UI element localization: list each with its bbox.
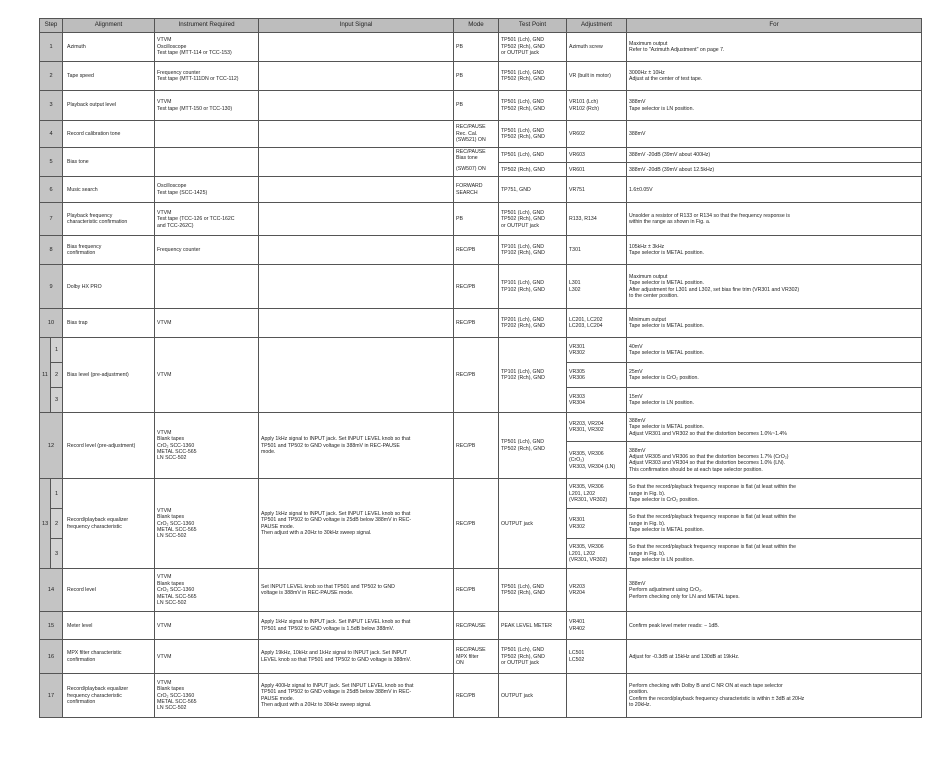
- for-cell: 40mV Tape selector is METAL position.: [627, 338, 922, 363]
- sub-step-number: 2: [51, 363, 63, 388]
- alignment-cell: Record calibration tone: [63, 121, 155, 148]
- input-signal-cell: [259, 265, 454, 309]
- table-row: [40, 91, 922, 121]
- for-cell: Perform checking with Dolby B and C NR ON at each tape selector position. Confirm the record/playback frequency characteristic is within ± 3dB at 20Hz to 20kHz.: [627, 674, 922, 718]
- table-row: [40, 413, 922, 442]
- header-alignment: Alignment: [63, 19, 155, 33]
- sub-step-number: 1: [51, 479, 63, 509]
- test-point-cell: PEAK LEVEL METER: [499, 612, 567, 640]
- test-point-cell: TP101 (Lch), GND TP102 (Rch), GND: [499, 338, 567, 413]
- sub-step-number: 2: [51, 509, 63, 539]
- instrument-cell: VTVM: [155, 338, 259, 413]
- table-row: [40, 569, 922, 612]
- header-step: Step: [40, 19, 63, 33]
- step-number: 7: [40, 203, 63, 236]
- input-signal-cell: Apply 1kHz signal to INPUT jack. Set INPUT LEVEL knob so that TP501 and TP502 to GND voltage is 388mV in REC-PAUSE mode.: [259, 413, 454, 479]
- step-number: 5: [40, 148, 63, 177]
- for-cell: Unsolder a resistor of R133 or R134 so that the frequency response is within the range as shown in Fig. a.: [627, 203, 922, 236]
- header-mode: Mode: [454, 19, 499, 33]
- test-point-cell: OUTPUT jack: [499, 674, 567, 718]
- mode-cell: REC/PAUSE: [454, 612, 499, 640]
- alignment-cell: Record level: [63, 569, 155, 612]
- mode-cell: REC/PB: [454, 236, 499, 265]
- for-cell: Adjust for -0.3dB at 15kHz and 130dB at 19kHz.: [627, 640, 922, 674]
- adjustment-cell: LC201, LC202 LC203, LC204: [567, 309, 627, 338]
- header-input-signal: Input Signal: [259, 19, 454, 33]
- step-number: 8: [40, 236, 63, 265]
- adjustment-cell: VR203, VR204 VR301, VR302: [567, 413, 627, 442]
- instrument-cell: VTVM: [155, 309, 259, 338]
- mode-cell: REC/PAUSE Bias tone: [454, 148, 499, 163]
- step-number: 12: [40, 413, 63, 479]
- instrument-cell: Oscilloscope Test tape (SCC-1425): [155, 177, 259, 203]
- mode-cell: FORWARD SEARCH: [454, 177, 499, 203]
- alignment-cell: Bias tone: [63, 148, 155, 177]
- adjustment-cell: VR303 VR304: [567, 388, 627, 413]
- adjustment-cell: VR305 VR306: [567, 363, 627, 388]
- alignment-cell: Record/playback equalizer frequency characteristic: [63, 479, 155, 569]
- alignment-cell: Record level (pre-adjustment): [63, 413, 155, 479]
- for-cell: Minimum output Tape selector is METAL position.: [627, 309, 922, 338]
- test-point-cell: TP501 (Lch), GND TP502 (Rch), GND: [499, 91, 567, 121]
- test-point-cell: TP501 (Lch), GND TP502 (Rch), GND or OUTPUT jack: [499, 203, 567, 236]
- alignment-table: [39, 18, 922, 718]
- input-signal-cell: [259, 148, 454, 177]
- for-cell: 388mV Adjust VR305 and VR306 so that the distortion becomes 1.7% (CrO₂) Adjust VR303 and VR304 so that the distortion becomes 1.0% (LN). This confirmation should be at each tape selector position.: [627, 442, 922, 479]
- input-signal-cell: Set INPUT LEVEL knob so that TP501 and TP502 to GND voltage is 388mV in REC-PAUSE mode.: [259, 569, 454, 612]
- alignment-cell: Record/playback equalizer frequency characteristic confirmation: [63, 674, 155, 718]
- input-signal-cell: [259, 33, 454, 62]
- instrument-cell: Frequency counter Test tape (MTT-111DN or TCC-112): [155, 62, 259, 91]
- table-row: [40, 177, 922, 203]
- table-row: [40, 674, 922, 718]
- mode-cell: PB: [454, 91, 499, 121]
- input-signal-cell: [259, 338, 454, 413]
- step-number: 13: [40, 479, 51, 569]
- for-cell: 388mV -20dB (39mV about 400Hz): [627, 148, 922, 163]
- test-point-cell: TP501 (Lch), GND: [499, 148, 567, 163]
- test-point-cell: TP502 (Rch), GND: [499, 163, 567, 177]
- for-cell: Maximum output Tape selector is METAL position. After adjustment for L301 and L302, set bias fine trim (VR301 and VR302) to the center position.: [627, 265, 922, 309]
- alignment-cell: Meter level: [63, 612, 155, 640]
- table-row: [40, 33, 922, 62]
- adjustment-cell: VR401 VR402: [567, 612, 627, 640]
- table-row: [40, 640, 922, 674]
- alignment-cell: Playback output level: [63, 91, 155, 121]
- input-signal-cell: Apply 1kHz signal to INPUT jack. Set INPUT LEVEL knob so that TP501 and TP502 to GND voltage is 1.5dB below 388mV.: [259, 612, 454, 640]
- step-number: 14: [40, 569, 63, 612]
- header-row: [40, 19, 922, 33]
- for-cell: So that the record/playback frequency response is flat (at least within the range in Fig. b). Tape selector is METAL position.: [627, 509, 922, 539]
- table-row: [40, 265, 922, 309]
- mode-cell: REC/PB: [454, 479, 499, 569]
- adjustment-cell: VR602: [567, 121, 627, 148]
- step-number: 16: [40, 640, 63, 674]
- test-point-cell: OUTPUT jack: [499, 479, 567, 569]
- input-signal-cell: [259, 62, 454, 91]
- input-signal-cell: [259, 121, 454, 148]
- test-point-cell: TP101 (Lch), GND TP102 (Rch), GND: [499, 236, 567, 265]
- alignment-cell: Dolby HX PRO: [63, 265, 155, 309]
- adjustment-cell: VR203 VR204: [567, 569, 627, 612]
- mode-cell: PB: [454, 203, 499, 236]
- test-point-cell: TP201 (Lch), GND TP202 (Rch), GND: [499, 309, 567, 338]
- sub-step-number: 3: [51, 388, 63, 413]
- for-cell: So that the record/playback frequency response is flat (at least within the range in Fig. b). Tape selector is LN position.: [627, 539, 922, 569]
- input-signal-cell: Apply 19kHz, 10kHz and 1kHz signal to INPUT jack. Set INPUT LEVEL knob so that TP501 and TP502 to GND voltage is 388mV.: [259, 640, 454, 674]
- step-number: 2: [40, 62, 63, 91]
- step-number: 17: [40, 674, 63, 718]
- alignment-table-sheet: [39, 18, 921, 718]
- mode-cell: REC/PAUSE MPX filter ON: [454, 640, 499, 674]
- instrument-cell: VTVM Blank tapes CrO₂ SCC-1360 METAL SCC-565 LN SCC-502: [155, 479, 259, 569]
- instrument-cell: VTVM: [155, 640, 259, 674]
- test-point-cell: TP751, GND: [499, 177, 567, 203]
- step-number: 6: [40, 177, 63, 203]
- table-row: [40, 338, 922, 363]
- test-point-cell: TP501 (Lch), GND TP502 (Rch), GND: [499, 121, 567, 148]
- adjustment-cell: Azimuth screw: [567, 33, 627, 62]
- adjustment-cell: VR (built in motor): [567, 62, 627, 91]
- for-cell: 3000Hz ± 10Hz Adjust at the center of test tape.: [627, 62, 922, 91]
- test-point-cell: TP501 (Lch), GND TP502 (Rch), GND: [499, 569, 567, 612]
- step-number: 11: [40, 338, 51, 413]
- alignment-cell: Bias trap: [63, 309, 155, 338]
- adjustment-cell: [567, 674, 627, 718]
- mode-cell: PB: [454, 33, 499, 62]
- instrument-cell: VTVM Oscilloscope Test tape (MTT-114 or TCC-153): [155, 33, 259, 62]
- alignment-cell: Azimuth: [63, 33, 155, 62]
- step-number: 9: [40, 265, 63, 309]
- sub-step-number: 3: [51, 539, 63, 569]
- test-point-cell: TP501 (Lch), GND TP502 (Rch), GND: [499, 413, 567, 479]
- table-row: [40, 121, 922, 148]
- mode-cell: REC/PB: [454, 265, 499, 309]
- header-for: For: [627, 19, 922, 33]
- header-adjustment: Adjustment: [567, 19, 627, 33]
- mode-cell: PB: [454, 62, 499, 91]
- mode-cell: (SW507) ON: [454, 163, 499, 177]
- mode-cell: REC/PB: [454, 674, 499, 718]
- table-row: [40, 148, 922, 163]
- mode-cell: REC/PB: [454, 309, 499, 338]
- table-row: [40, 612, 922, 640]
- adjustment-cell: VR601: [567, 163, 627, 177]
- adjustment-cell: VR305, VR306 L201, L202 (VR301, VR302): [567, 479, 627, 509]
- table-row: [40, 203, 922, 236]
- adjustment-cell: VR603: [567, 148, 627, 163]
- test-point-cell: TP501 (Lch), GND TP502 (Rch), GND or OUTPUT jack: [499, 33, 567, 62]
- test-point-cell: TP501 (Lch), GND TP502 (Rch), GND: [499, 62, 567, 91]
- instrument-cell: [155, 148, 259, 177]
- instrument-cell: Frequency counter: [155, 236, 259, 265]
- adjustment-cell: VR301 VR302: [567, 338, 627, 363]
- step-number: 10: [40, 309, 63, 338]
- input-signal-cell: [259, 203, 454, 236]
- adjustment-cell: T301: [567, 236, 627, 265]
- adjustment-cell: VR301 VR302: [567, 509, 627, 539]
- table-row: [40, 309, 922, 338]
- step-number: 15: [40, 612, 63, 640]
- sub-step-number: 1: [51, 338, 63, 363]
- mode-cell: REC/PAUSE Rec. Cal. (SW521) ON: [454, 121, 499, 148]
- alignment-cell: Tape speed: [63, 62, 155, 91]
- for-cell: So that the record/playback frequency response is flat (at least within the range in Fig. b). Tape selector is CrO₂ position.: [627, 479, 922, 509]
- for-cell: 25mV Tape selector is CrO₂ position.: [627, 363, 922, 388]
- instrument-cell: [155, 121, 259, 148]
- adjustment-cell: VR751: [567, 177, 627, 203]
- instrument-cell: VTVM Blank tapes CrO₂ SCC-1360 METAL SCC-565 LN SCC-502: [155, 413, 259, 479]
- for-cell: Maximum output Refer to "Azimuth Adjustment" on page 7.: [627, 33, 922, 62]
- mode-cell: REC/PB: [454, 338, 499, 413]
- for-cell: Confirm peak level meter reads: − 1dB.: [627, 612, 922, 640]
- step-number: 4: [40, 121, 63, 148]
- for-cell: 388mV -20dB (39mV about 12.5kHz): [627, 163, 922, 177]
- instrument-cell: VTVM Test tape (TCC-126 or TCC-162C and TCC-262C): [155, 203, 259, 236]
- adjustment-cell: L301 L302: [567, 265, 627, 309]
- input-signal-cell: Apply 400Hz signal to INPUT jack. Set INPUT LEVEL knob so that TP501 and TP502 to GND voltage is 25dB below 388mV in REC- PAUSE mode. Then adjust with a 20Hz to 30kHz sweep signal.: [259, 674, 454, 718]
- adjustment-cell: LC501 LC502: [567, 640, 627, 674]
- instrument-cell: [155, 265, 259, 309]
- for-cell: 105kHz ± 3kHz Tape selector is METAL position.: [627, 236, 922, 265]
- table-row: [40, 236, 922, 265]
- input-signal-cell: Apply 1kHz signal to INPUT jack. Set INPUT LEVEL knob so that TP501 and TP502 to GND voltage is 25dB below 388mV in REC- PAUSE mode. Then adjust with a 20Hz to 30kHz sweep signal.: [259, 479, 454, 569]
- alignment-cell: MPX filter characteristic confirmation: [63, 640, 155, 674]
- alignment-cell: Bias level (pre-adjustment): [63, 338, 155, 413]
- table-row: [40, 479, 922, 509]
- for-cell: 388mV Perform adjustment using CrO₂. Perform checking only for LN and METAL tapes.: [627, 569, 922, 612]
- instrument-cell: VTVM Test tape (MTT-150 or TCC-130): [155, 91, 259, 121]
- mode-cell: REC/PB: [454, 569, 499, 612]
- input-signal-cell: [259, 177, 454, 203]
- for-cell: 1.6±0.05V: [627, 177, 922, 203]
- test-point-cell: TP501 (Lch), GND TP502 (Rch), GND or OUTPUT jack: [499, 640, 567, 674]
- for-cell: 388mV: [627, 121, 922, 148]
- step-number: 3: [40, 91, 63, 121]
- adjustment-cell: VR101 (Lch) VR102 (Rch): [567, 91, 627, 121]
- alignment-cell: Playback frequency characteristic confirmation: [63, 203, 155, 236]
- adjustment-cell: R133, R134: [567, 203, 627, 236]
- input-signal-cell: [259, 91, 454, 121]
- mode-cell: REC/PB: [454, 413, 499, 479]
- for-cell: 388mV Tape selector is METAL position. Adjust VR301 and VR302 so that the distortion becomes 1.0%~1.4%: [627, 413, 922, 442]
- instrument-cell: VTVM Blank tapes CrO₂ SCC-1360 METAL SCC-565 LN SCC-502: [155, 569, 259, 612]
- input-signal-cell: [259, 309, 454, 338]
- header-test-point: Test Point: [499, 19, 567, 33]
- table-row: [40, 62, 922, 91]
- test-point-cell: TP101 (Lch), GND TP102 (Rch), GND: [499, 265, 567, 309]
- adjustment-cell: VR305, VR306 L201, L202 (VR301, VR302): [567, 539, 627, 569]
- adjustment-cell: VR305, VR306 (CrO₂) VR303, VR304 (LN): [567, 442, 627, 479]
- alignment-cell: Music search: [63, 177, 155, 203]
- for-cell: 15mV Tape selector is LN position.: [627, 388, 922, 413]
- header-instrument: Instrument Required: [155, 19, 259, 33]
- for-cell: 388mV Tape selector is LN position.: [627, 91, 922, 121]
- input-signal-cell: [259, 236, 454, 265]
- alignment-cell: Bias frequency confirmation: [63, 236, 155, 265]
- step-number: 1: [40, 33, 63, 62]
- instrument-cell: VTVM Blank tapes CrO₂ SCC-1360 METAL SCC-565 LN SCC-502: [155, 674, 259, 718]
- instrument-cell: VTVM: [155, 612, 259, 640]
